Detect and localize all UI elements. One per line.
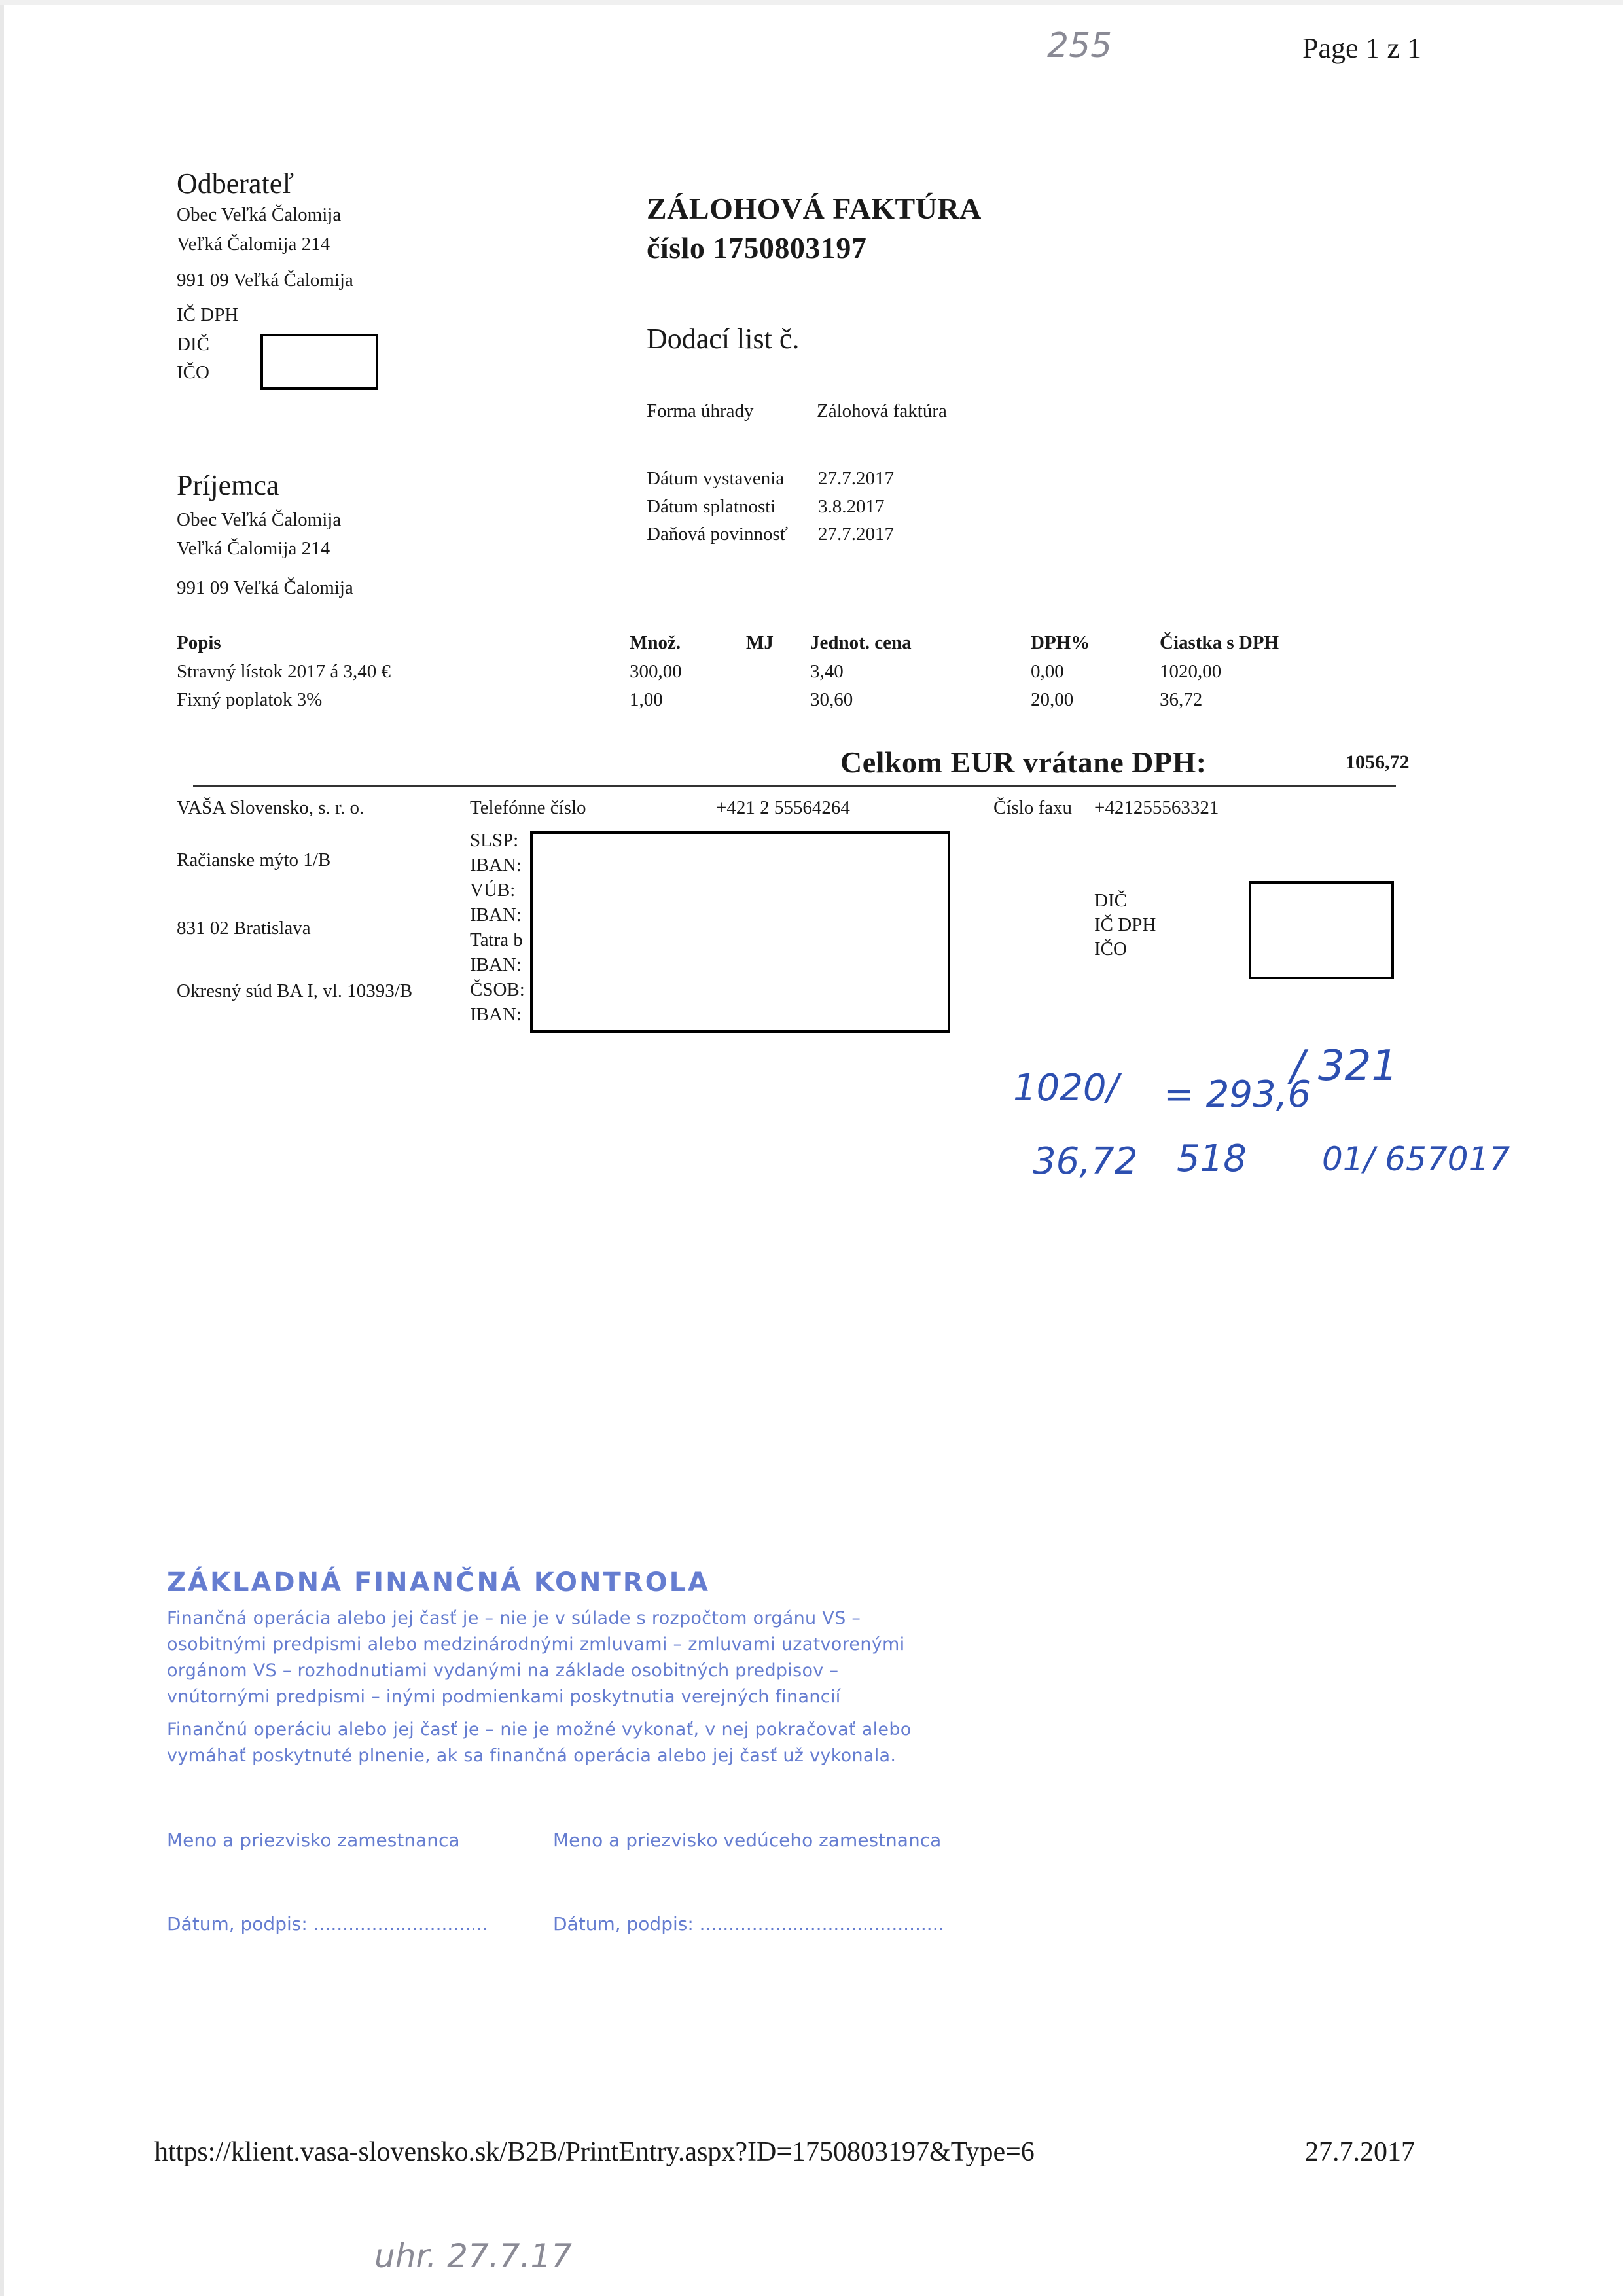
supplier-name: VAŠA Slovensko, s. r. o.	[177, 797, 365, 818]
phone-label: Telefónne číslo	[470, 797, 586, 818]
bank-label: IBAN:	[470, 855, 522, 876]
handwriting-line2a: 36,72	[1033, 1140, 1138, 1183]
row2-unit-price: 30,60	[810, 689, 853, 710]
total-label: Celkom EUR vrátane DPH:	[840, 745, 1207, 779]
scan-edge-top	[0, 0, 1623, 5]
stamp-name-right: Meno a priezvisko vedúceho zamestnanca	[553, 1829, 942, 1851]
col-header-vat: DPH%	[1031, 632, 1090, 653]
buyer-ic-dph-label: IČ DPH	[177, 304, 239, 325]
bank-redaction-box	[530, 831, 950, 1033]
total-value: 1056,72	[1346, 751, 1410, 773]
buyer-heading: Odberateľ	[177, 168, 294, 200]
stamp-line: vnútornými predpismi – inými podmienkami poskytnutia verejných financií	[167, 1687, 841, 1707]
buyer-redaction-box	[260, 334, 378, 390]
bank-label: IBAN:	[470, 1004, 522, 1025]
bank-label: IBAN:	[470, 954, 522, 975]
col-header-unit-price: Jednot. cena	[810, 632, 912, 653]
recipient-street: Veľká Čalomija 214	[177, 538, 330, 559]
tax-label: Daňová povinnosť	[647, 524, 789, 545]
handwriting-line2b: 518	[1177, 1138, 1247, 1180]
footer-handwritten-note: uhr. 27.7.17	[374, 2237, 572, 2275]
issued-label: Dátum vystavenia	[647, 468, 785, 489]
buyer-dic-label: DIČ	[177, 334, 209, 355]
invoice-title: ZÁLOHOVÁ FAKTÚRA	[647, 192, 982, 225]
row2-desc: Fixný poplatok 3%	[177, 689, 323, 710]
supplier-street: Račianske mýto 1/B	[177, 850, 331, 870]
stamp-line: orgánom VS – rozhodnutiami vydanými na základe osobitných predpisov –	[167, 1660, 839, 1681]
footer-date: 27.7.2017	[1305, 2137, 1415, 2167]
stamp-date-left: Dátum, podpis: ..............................	[167, 1913, 488, 1935]
stamp-date-right: Dátum, podpis: ..........................................	[553, 1913, 944, 1935]
row1-amount: 1020,00	[1160, 661, 1222, 682]
bank-label: Tatra b	[470, 929, 523, 950]
supplier-court: Okresný súd BA I, vl. 10393/B	[177, 980, 413, 1001]
divider-line	[193, 785, 1396, 787]
row2-vat: 20,00	[1031, 689, 1074, 710]
row2-amount: 36,72	[1160, 689, 1203, 710]
phone-value: +421 2 55564264	[716, 797, 850, 818]
row1-unit-price: 3,40	[810, 661, 844, 682]
fax-value: +421255563321	[1094, 797, 1219, 818]
row1-vat: 0,00	[1031, 661, 1064, 682]
col-header-amount: Čiastka s DPH	[1160, 632, 1279, 653]
recipient-heading: Príjemca	[177, 469, 279, 501]
bank-label: ČSOB:	[470, 979, 525, 1000]
handwriting-line1a: 1020/	[1013, 1067, 1119, 1109]
bank-label: IBAN:	[470, 905, 522, 925]
col-header-unit: MJ	[746, 632, 774, 653]
stamp-name-left: Meno a priezvisko zamestnanca	[167, 1829, 460, 1851]
due-label: Dátum splatnosti	[647, 496, 776, 517]
buyer-ico-label: IČO	[177, 362, 209, 383]
buyer-name: Obec Veľká Čalomija	[177, 204, 342, 225]
supplier-redaction-box	[1249, 881, 1394, 979]
row1-desc: Stravný lístok 2017 á 3,40 €	[177, 661, 391, 682]
payment-value: Zálohová faktúra	[817, 401, 947, 422]
col-header-qty: Množ.	[630, 632, 681, 653]
fax-label: Číslo faxu	[993, 797, 1073, 818]
handwriting-line2c: 01/ 657017	[1322, 1140, 1510, 1178]
supplier-city: 831 02 Bratislava	[177, 918, 311, 939]
handwriting-line1c: / 321	[1291, 1042, 1399, 1090]
stamp-line: vymáhať poskytnuté plnenie, ak sa finančná operácia alebo jej časť už vykonala.	[167, 1746, 897, 1766]
header-scribble: 255	[1047, 26, 1113, 65]
due-value: 3.8.2017	[818, 496, 885, 517]
page-label: Page 1 z 1	[1302, 32, 1422, 64]
supplier-dic-label: DIČ	[1094, 890, 1127, 911]
col-header-desc: Popis	[177, 632, 221, 653]
invoice-number: číslo 1750803197	[647, 231, 867, 264]
row2-qty: 1,00	[630, 689, 663, 710]
delivery-note-label: Dodací list č.	[647, 323, 800, 355]
buyer-city: 991 09 Veľká Čalomija	[177, 270, 353, 291]
stamp-line: Finančná operácia alebo jej časť je – nie je v súlade s rozpočtom orgánu VS –	[167, 1608, 861, 1628]
payment-label: Forma úhrady	[647, 401, 754, 422]
supplier-ic-dph-label: IČ DPH	[1094, 914, 1156, 935]
tax-value: 27.7.2017	[818, 524, 894, 545]
bank-label: SLSP:	[470, 830, 519, 851]
row1-qty: 300,00	[630, 661, 682, 682]
recipient-city: 991 09 Veľká Čalomija	[177, 577, 353, 598]
stamp-line: osobitnými predpismi alebo medzinárodnými zmluvami – zmluvami uzatvorenými	[167, 1634, 905, 1655]
stamp-line: Finančnú operáciu alebo jej časť je – nie je možné vykonať, v nej pokračovať alebo	[167, 1719, 912, 1740]
financial-control-stamp	[167, 1568, 991, 1935]
footer-url: https://klient.vasa-slovensko.sk/B2B/PrintEntry.aspx?ID=1750803197&Type=6	[154, 2137, 1035, 2167]
buyer-street: Veľká Čalomija 214	[177, 234, 330, 255]
bank-label: VÚB:	[470, 880, 516, 901]
stamp-title: ZÁKLADNÁ FINANČNÁ KONTROLA	[167, 1568, 711, 1598]
supplier-ico-label: IČO	[1094, 939, 1127, 960]
issued-value: 27.7.2017	[818, 468, 894, 489]
recipient-name: Obec Veľká Čalomija	[177, 509, 342, 530]
handwriting-line1b: = 293,6	[1164, 1073, 1311, 1116]
scan-edge-left	[0, 0, 4, 2296]
